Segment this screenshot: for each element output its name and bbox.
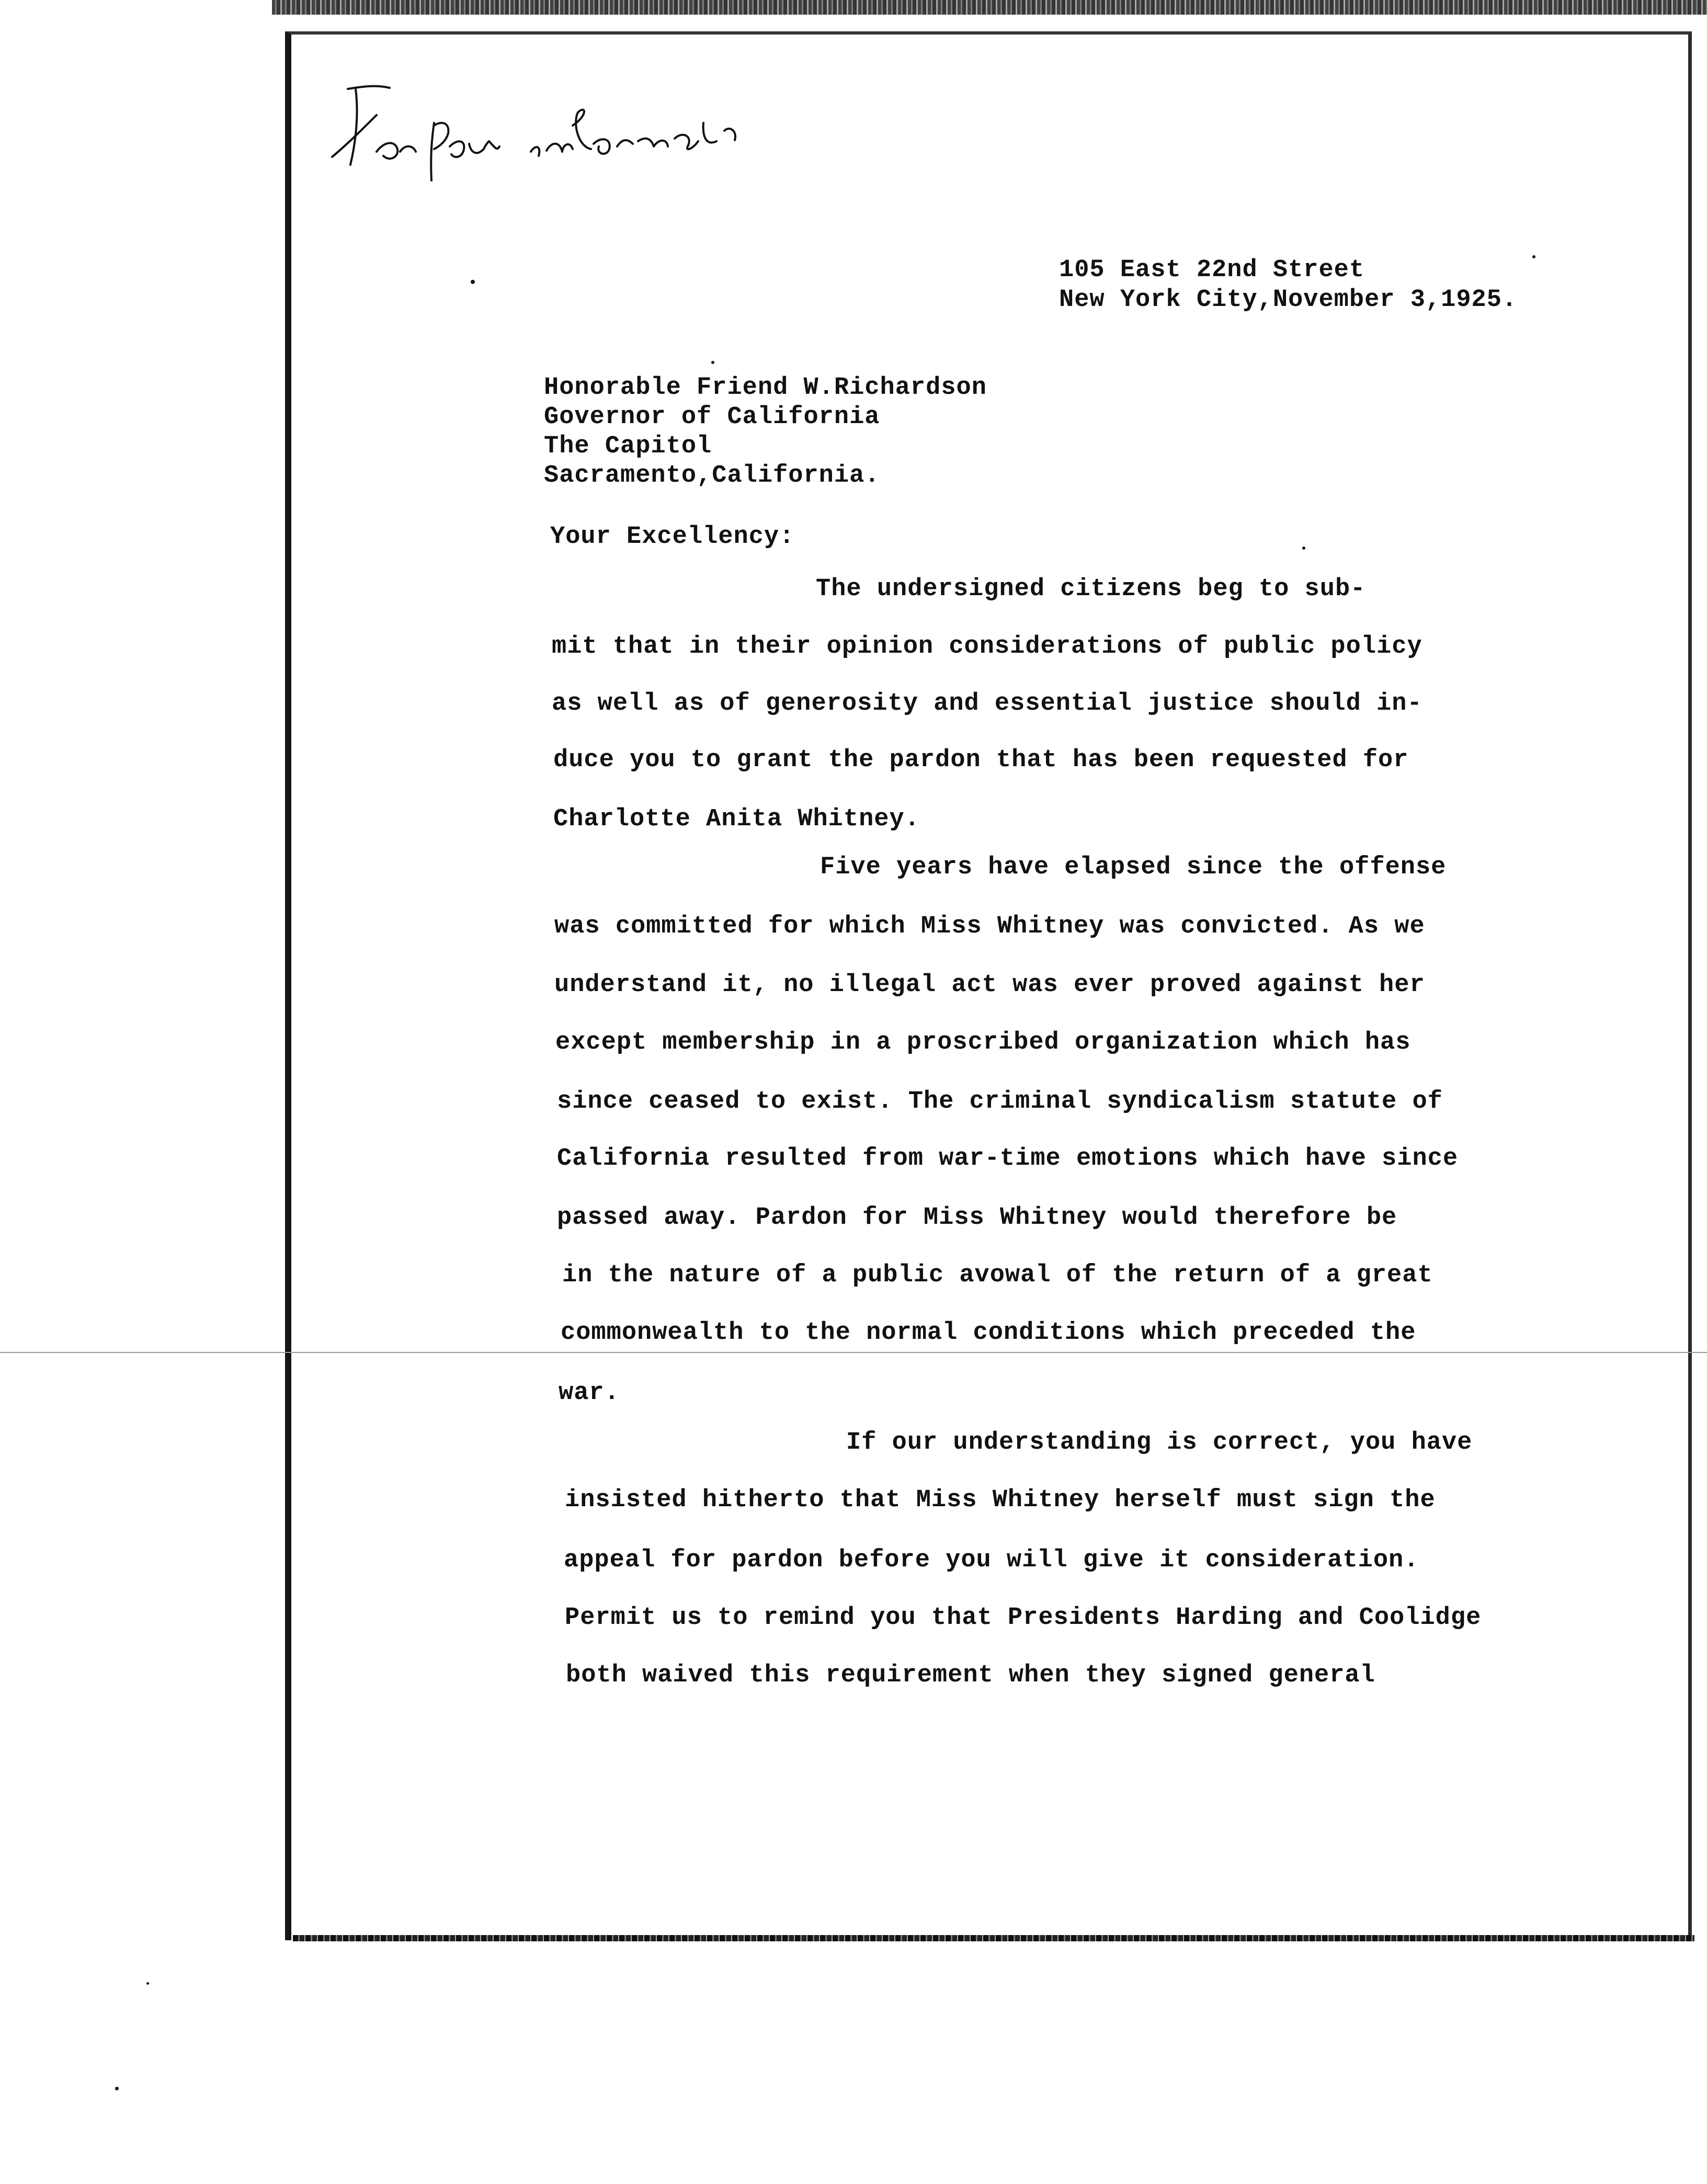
recipient-title: Governor of California [544,403,880,431]
recipient-office: The Capitol [544,433,712,460]
body-line: understand it, no illegal act was ever proved against her [554,971,1425,999]
body-line: war. [559,1379,620,1407]
speck [146,1982,149,1985]
body-line: appeal for pardon before you will give it consideration. [564,1546,1419,1574]
body-line: in the nature of a public avowal of the return of a great [562,1261,1433,1289]
speck [471,280,475,284]
recipient-city: Sacramento,California. [544,462,880,490]
body-line: mit that in their opinion considerations of public policy [552,633,1422,661]
body-line: both waived this requirement when they signed general [566,1662,1375,1689]
body-line: passed away. Pardon for Miss Whitney would therefore be [557,1204,1397,1232]
body-line: commonwealth to the normal conditions which preceded the [561,1319,1416,1347]
speck [711,361,714,364]
body-line: California resulted from war-time emotions which have since [557,1145,1459,1173]
body-line: except membership in a proscribed organization which has [555,1029,1411,1056]
fold-line [0,1352,1707,1353]
salutation: Your Excellency: [550,523,795,551]
speck [1302,547,1305,550]
speck [1532,255,1535,258]
recipient-name: Honorable Friend W.Richardson [544,374,987,402]
speck [115,2087,119,2090]
body-line: Charlotte Anita Whitney. [553,805,920,833]
body-line: was committed for which Miss Whitney was convicted. As we [554,913,1425,940]
body-line: duce you to grant the pardon that has been requested for [553,746,1409,774]
body-line: The undersigned citizens beg to sub- [816,575,1366,603]
body-line: Permit us to remind you that Presidents Harding and Coolidge [565,1604,1482,1632]
body-line: since ceased to exist. The criminal syndicalism statute of [557,1088,1443,1116]
sender-street: 105 East 22nd Street [1059,256,1365,284]
body-line: as well as of generosity and essential justice should in- [552,690,1422,718]
sender-city-date: New York City,November 3,1925. [1059,286,1518,314]
handwritten-note [327,73,745,209]
scan-top-edge [272,0,1707,15]
body-line: If our understanding is correct, you have [846,1429,1473,1457]
body-line: insisted hitherto that Miss Whitney herself must sign the [565,1486,1436,1514]
body-line: Five years have elapsed since the offense [820,854,1447,881]
scan-bottom-edge [293,1935,1694,1941]
